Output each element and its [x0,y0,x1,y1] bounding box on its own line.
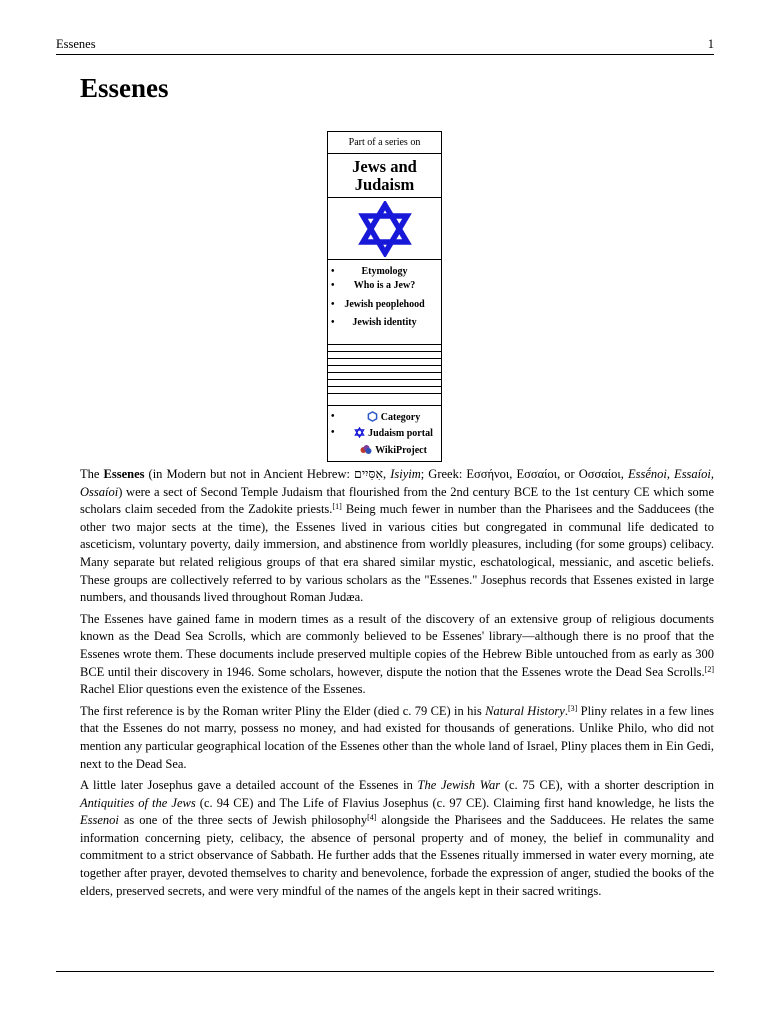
running-header [56,36,714,52]
hebrew-term: אִסִּיִים [354,467,383,481]
divider [328,372,441,373]
infobox-heading-line2[interactable]: Judaism [354,174,415,194]
paragraph-4: A little later Josephus gave a detailed account of the Essenes in The Jewish War (c. 75 CE), with a shorter description in Antiquities of the Jews (c. 94 CE) and The Life of Flavius Josephus (c. 97 CE). Claiming first hand knowledge, he lists the Essenoi as one of the three sects of Jewish philosophy[4] alongside the Pharisees and the Sadducees. He relates the same information concerning piety, celibacy, the absence of personal property and of money, the belief in communality and commitment to a strict observance of Sabbath. He further adds that the Essenes ritually immersed in water every morning, ate together after prayer, devoted themselves to charity and benevolence, forbade the expression of anger, studied the books of the elders, preserved secrets, and were very mindful of the names of the angels kept in their sacred writings. [80,778,715,898]
divider [328,365,441,366]
work-title: Natural History [485,703,565,718]
star-of-david-icon[interactable] [328,198,441,260]
page-number: 1 [707,37,714,51]
wikiproject-icon [360,444,372,455]
paragraph-2: The Essenes have gained fame in modern times as a result of the discovery of an extensive group of religious documents known as the Dead Sea Scrolls, which are commonly believed to be Essenes' library—although there is no proof that the Essenes wrote them. These documents include preserved multiple copies of the Hebrew Bible untouched from as early as 300 BCE until their discovery in 1946. Some scholars, however, dispute the notion that the Essenes wrote the Dead Sea Scrolls.[2] Rachel Elior questions even the existence of the Essenes. [80,611,714,697]
header-rule [56,54,714,55]
divider [328,379,441,380]
citation-link[interactable]: [3] [567,703,578,713]
paragraph-3: The first reference is by the Roman writer Pliny the Elder (died c. 79 CE) in his Natural History.[3] Pliny relates in a few lines that the Essenes do not marry, possess no money, and had existed for thousands of generations. Unlike Philo, who did not mention any particular geographical location of the Essenes other than the whole land of Israel, Pliny places them in Ein Gedi, next to the Dead Sea. [80,703,714,771]
article-body [80,466,714,904]
citation-link[interactable]: [1] [332,502,342,512]
infobox-series-label: Part of a series on [328,132,441,154]
work-title: The Jewish War [417,778,501,793]
citation-link[interactable]: [4] [367,813,377,823]
infobox-collapsed-sections [328,345,441,406]
page-title: Essenes [80,73,169,103]
infobox-link-etymology[interactable]: • Etymology [331,266,408,277]
term-essenes: Essenes [103,467,145,481]
divider [328,358,441,359]
series-infobox [327,131,442,462]
divider [328,386,441,387]
category-icon [367,411,378,422]
infobox-links [328,260,441,345]
infobox-footer: • Category • Judaism portal WikiProject [331,411,433,456]
divider [328,393,441,394]
citation-link[interactable]: [2] [704,664,714,674]
running-header-title: Essenes [56,37,96,51]
portal-star-icon [354,427,365,438]
infobox-heading-line1[interactable]: Jews and [352,156,417,176]
infobox-link-jewish-identity[interactable]: • Jewish identity [331,317,417,328]
work-title: Antiquities of the Jews [80,795,196,810]
paragraph-1: The Essenes (in Modern but not in Ancient Hebrew: אִסִּיִים, Isiyim; Greek: Εσσήνοι, Εσσαίοι, or Οσσαίοι, Essḗnoi, Essaíoi, Ossaíoi) were a sect of Second Temple Judaism that flourished from the 2nd century BCE to the 1st century CE which some scholars claim seceded from the Zadokite priests.[1] Being much fewer in number than the Pharisees and the Sadducees (the other two major sects at the time), the Essenes lived in various cities but congregated in communal life dedicated to asceticism, voluntary poverty, daily immersion, and abstinence from worldly pleasures, including (for some groups) celibacy. Many separate but related religious groups of that era shared similar mystic, eschatological, messianic, and ascetic beliefs. These groups are collectively referred to by various scholars as the "Essenes." Josephus records that Essenes existed in large numbers, and thousands lived throughout Roman Judæa. [80,467,714,605]
infobox-link-jewish-peoplehood[interactable]: • Jewish peoplehood [331,299,425,310]
infobox-heading[interactable] [328,154,441,198]
infobox-link-who-is-a-jew[interactable]: • Who is a Jew? [331,280,416,291]
divider [328,351,441,352]
footer-rule [56,971,714,972]
